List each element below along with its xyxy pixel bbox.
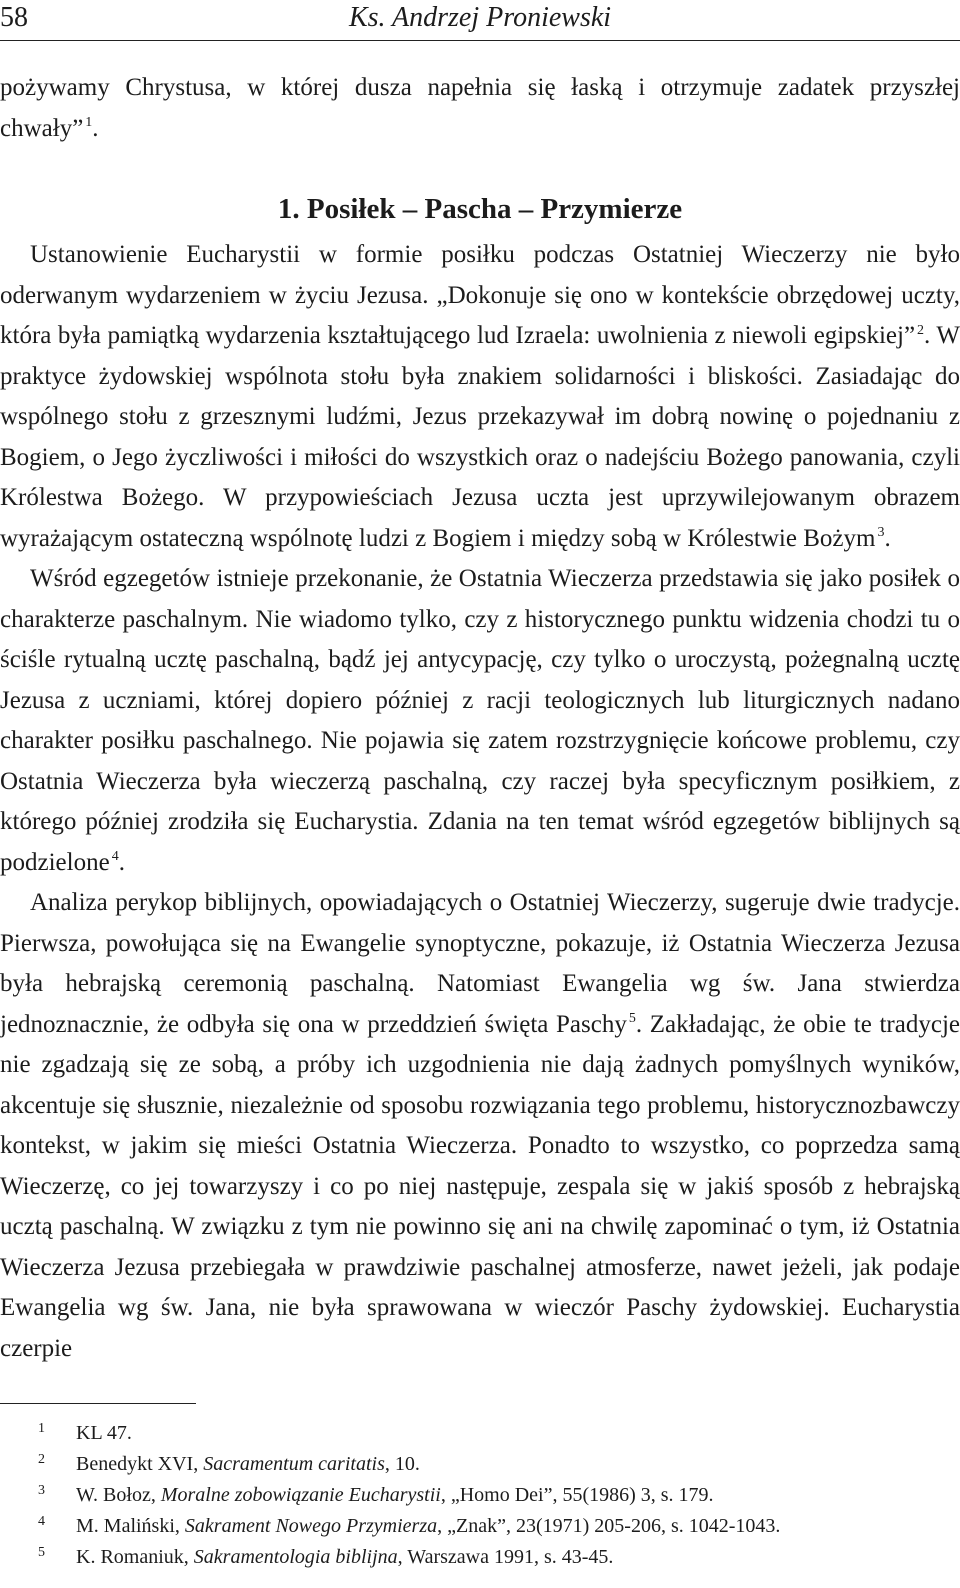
cited-title: Sakrament Nowego Przymierza (184, 1515, 438, 1537)
section-heading: 1. Posiłek – Pascha – Przymierze (277, 193, 683, 225)
footnote-number: 2 (38, 1452, 45, 1467)
footnote: 5 K. Romaniuk, Sakramentologia biblijna, Warszawa 1991, s. 43-45. (0, 1542, 960, 1573)
paragraph: Analiza perykop biblijnych, opowiadających o Ostatniej Wieczerzy, sugeruje dwie tradycje. Pierwsza, powołująca się na Ewangelie synoptyczne, pokazuje, iż Ostatnia Wieczerza Jezusa była hebrajską ceremonią paschalną. Natomiast Ewangelia wg św. Jana stwierdza jednoznacznie, że odbyła się ona w przeddzień święta Paschy $^5$. Zakładając, że obie te tradycje nie zgadzają się ze sobą, a próby ich uzgodnienia nie dają żadnych pomyślnych wyników, akcentuje się słusznie, niezależnie od sposobu rozwiązania tego problemu, historycznozbawczy kontekst, w jakim się mieści Ostatnia Wieczerza. Ponadto to wszystko, co poprzedza samą Wieczerzę, co jej towarzyszy i co po niej następuje, zespala się w jakiś sposób z hebrajską ucztą paschalną. W związku z tym nie powinno się ani na chwilę zapominać o tym, iż Ostatnia Wieczerza Jezusa przebiegała w prawdziwie paschalnej atmosferze, nawet jeżeli, jak podaje Ewangelia wg św. Jana, nie była sprawowana w wieczór Paschy żydowskiej. Eucharystia czerpie (0, 889, 960, 1362)
paragraph: Wśród egzegetów istnieje przekonanie, że Ostatnia Wieczerza przedstawia się jako posiłek o charakterze paschalnym. Nie wiadomo tylko, czy z historycznego punktu widzenia chodzi tu o ściśle rytualną ucztę paschalną, bądź jej antycypację, czy tylko o uroczystą, pożegnalną ucztę Jezusa z uczniami, której dopiero później z racji teologicznych lub liturgicznych nadano charakter posiłku paschalnego. Nie pojawia się zatem rozstrzygnięcie końcowe problemu, czy Ostatnia Wieczerza była wieczerzą paschalną, czy raczej była specyficznym posiłkiem, z którego później zrodziła się Eucharystia. Zdania na ten temat wśród egzegetów biblijnych są podzielone $^4$. (0, 565, 960, 876)
footnote-number: 1 (38, 1421, 45, 1436)
footnote-number: 3 (38, 1483, 45, 1498)
footnote-number: 4 (38, 1514, 45, 1529)
footnote-reference: 2 (917, 322, 925, 338)
footnote-separator (0, 1403, 196, 1404)
cited-title: Sacramentum caritatis (203, 1453, 385, 1475)
main-text (0, 68, 960, 1369)
running-head: Ks. Andrzej Proniewski (348, 2, 612, 33)
footnote-reference: 3 (877, 525, 885, 541)
footnote: 4 M. Maliński, Sakrament Nowego Przymierza, „Znak”, 23(1971) 205-206, s. 1042-1043. (0, 1511, 960, 1542)
footnote-reference: 1 (85, 115, 93, 131)
page-header (0, 0, 960, 41)
footnote-reference: 5 (628, 1011, 636, 1027)
footnote: 1 KL 47. (0, 1418, 960, 1449)
paragraph-continued: pożywamy Chrystusa, w której dusza napełnia się łaską i otrzymuje zadatek przyszłej chwały” $^1$. (0, 74, 960, 142)
footnotes (0, 1418, 960, 1573)
cited-title: Sakramentologia biblijna (193, 1546, 398, 1568)
page-number: 58 (0, 2, 28, 33)
paragraph: Ustanowienie Eucharystii w formie posiłku podczas Ostatniej Wieczerzy nie było oderwanym wydarzeniem w życiu Jezusa. „Dokonuje się ono w kontekście obrzędowej uczty, która była pamiątką wydarzenia kształtującego lud Izraela: uwolnienia z niewoli egipskiej” $^2$. W praktyce żydowskiej wspólnota stołu była znakiem solidarności i bliskości. Zasiadając do wspólnego stołu z grzesznymi ludźmi, Jezus przekazywał im dobrą nowinę o pojednaniu z Bogiem, o Jego życzliwości i miłości do wszystkich oraz o nadejściu Bożego panowania, czyli Królestwa Bożego. W przypowieściach Jezusa uczta jest uprzywilejowanym obrazem wyrażającym ostateczną wspólnotę ludzi z Bogiem i między sobą w Królestwie Bożym $^3$. (0, 241, 960, 552)
cited-title: Moralne zobowiązanie Eucharystii (160, 1484, 441, 1506)
footnote-reference: 4 (111, 849, 119, 865)
footnote: 3 W. Bołoz, Moralne zobowiązanie Eucharystii, „Homo Dei”, 55(1986) 3, s. 179. (0, 1480, 960, 1511)
footnote-number: 5 (38, 1545, 45, 1560)
footnote: 2 Benedykt XVI, Sacramentum caritatis, 10. (0, 1449, 960, 1480)
